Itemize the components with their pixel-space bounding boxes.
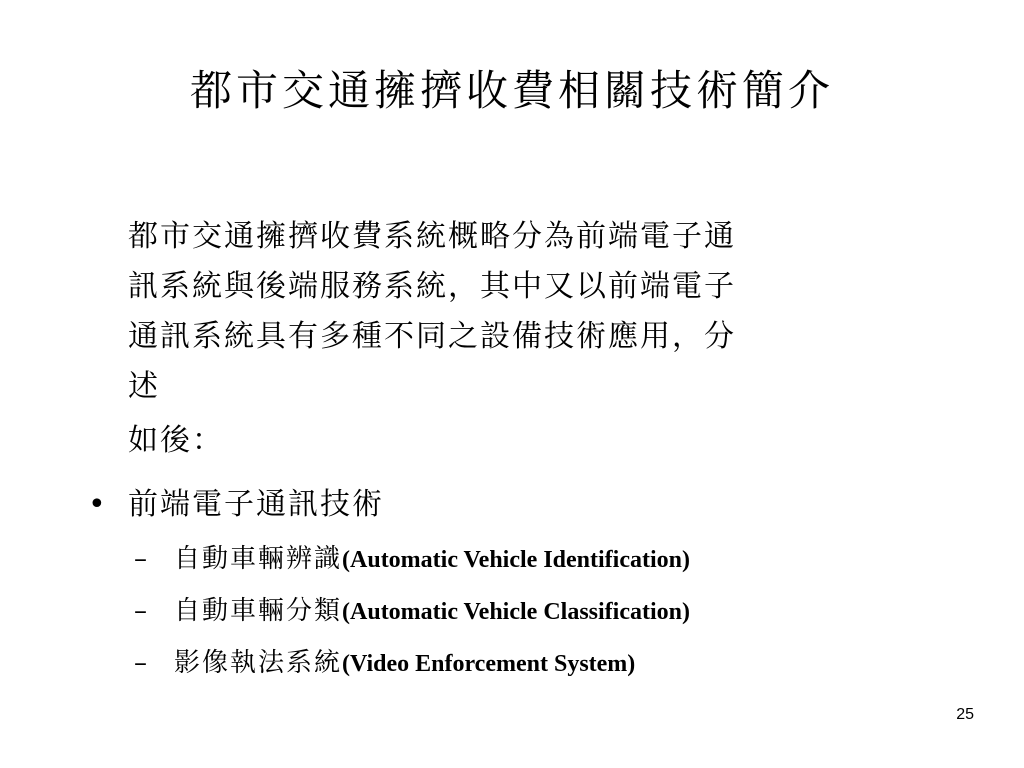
sub-item xyxy=(134,641,690,693)
sub-item-zh: 影像執法系統 xyxy=(174,648,343,678)
page-number: 25 xyxy=(956,706,974,723)
slide-title: 都市交通擁擠收費相關技術簡介 xyxy=(189,66,834,115)
intro-line: 通訊系統具有多種不同之設備技術應用，分 xyxy=(128,319,736,354)
sub-item-zh: 自動車輛辨識 xyxy=(174,544,343,574)
dash-icon: – xyxy=(134,596,147,626)
sub-item-zh: 自動車輛分類 xyxy=(174,596,343,626)
intro-line: 都市交通擁擠收費系統概略分為前端電子通 xyxy=(128,219,736,254)
bullet-text: 前端電子通訊技術 xyxy=(128,487,384,522)
bullet-item xyxy=(88,480,384,530)
intro-tail: 如後： xyxy=(128,423,224,458)
sub-item-list xyxy=(134,537,690,693)
dash-icon: – xyxy=(134,648,147,678)
sub-item-en: (Video Enforcement System) xyxy=(342,651,636,677)
intro-line: 述 xyxy=(128,369,160,404)
sub-item xyxy=(134,589,690,641)
intro-line: 訊系統與後端服務系統，其中又以前端電子 xyxy=(128,269,736,304)
sub-item-en: (Automatic Vehicle Classification) xyxy=(342,599,690,625)
intro-paragraph xyxy=(128,212,998,466)
sub-item xyxy=(134,537,690,589)
sub-item-en: (Automatic Vehicle Identification) xyxy=(342,547,690,573)
dash-icon: – xyxy=(134,544,147,574)
bullet-icon: • xyxy=(88,487,108,522)
